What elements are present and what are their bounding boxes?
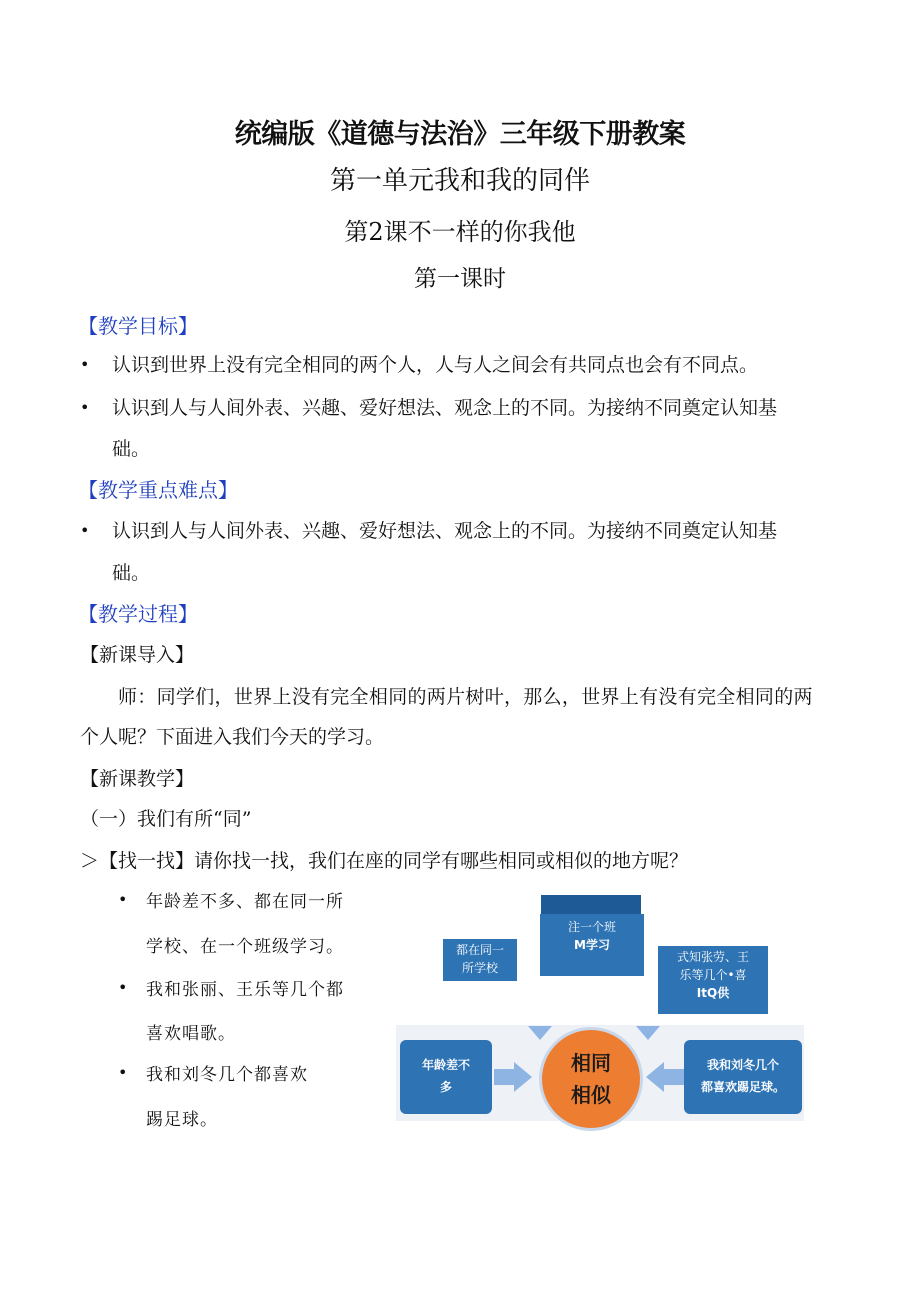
objective-item: 认识到人与人间外表、兴趣、爱好想法、观念上的不同。为接纳不同奠定认知基 xyxy=(112,397,778,419)
part-one-heading: （一）我们有所“同” xyxy=(80,808,252,830)
bullet-marker: • xyxy=(80,398,90,417)
arrow-right-shaft xyxy=(494,1069,514,1085)
intro-text: 师：同学们，世界上没有完全相同的两片树叶，那么，世界上有没有完全相同的两 xyxy=(118,686,813,708)
similarity-item-continued: 踢足球。 xyxy=(146,1110,218,1130)
arrow-right-icon xyxy=(514,1062,532,1092)
similarity-item: 年龄差不多、都在同一所 xyxy=(146,892,344,912)
box-age xyxy=(400,1040,492,1114)
center-text: 相同 xyxy=(571,1051,611,1075)
box-text: ItQ供 xyxy=(696,986,730,1000)
box-football xyxy=(684,1040,802,1114)
arrow-down-icon xyxy=(636,1026,660,1040)
bullet-marker: • xyxy=(118,1063,128,1082)
similarity-item-continued: 喜欢唱歌。 xyxy=(146,1024,236,1044)
box-text: 我和刘冬几个 xyxy=(706,1058,779,1072)
bullet-marker: • xyxy=(80,355,90,374)
box-text: M学习 xyxy=(574,938,610,952)
key-points-heading: 【教学重点难点】 xyxy=(78,478,238,502)
center-similar-circle xyxy=(539,1027,643,1131)
arrow-left-shaft xyxy=(664,1069,684,1085)
box-singing xyxy=(658,946,768,1014)
box-same-school xyxy=(443,939,517,981)
box-text: 注一个班 xyxy=(567,920,616,934)
key-point-item: 认识到人与人间外表、兴趣、爱好想法、观念上的不同。为接纳不同奠定认知基 xyxy=(112,520,778,542)
objective-item: 认识到世界上没有完全相同的两个人，人与人之间会有共同点也会有不同点。 xyxy=(112,354,759,376)
document-title: 统编版《道德与法治》三年级下册教案 xyxy=(234,119,686,150)
lesson-title: 第2课不一样的你我他 xyxy=(344,218,576,246)
box-text: 都在同一 xyxy=(455,943,504,957)
intro-text-continued: 个人呢？下面进入我们今天的学习。 xyxy=(80,726,385,748)
box-text: 式知张劳、王 xyxy=(676,950,749,964)
box-same-class xyxy=(540,914,644,976)
objectives-heading: 【教学目标】 xyxy=(78,314,198,338)
arrow-left-icon xyxy=(646,1062,664,1092)
key-point-item-continued: 础。 xyxy=(112,562,151,584)
process-heading: 【教学过程】 xyxy=(78,602,198,626)
period-title: 第一课时 xyxy=(414,266,506,292)
similarity-item-continued: 学校、在一个班级学习。 xyxy=(146,937,344,957)
arrow-down-icon xyxy=(528,1026,552,1040)
box-text: 乐等几个•喜 xyxy=(679,968,747,982)
similarity-item: 我和刘冬几个都喜欢 xyxy=(146,1065,308,1085)
box-text: 多 xyxy=(439,1080,452,1094)
box-text: 都喜欢踢足球。 xyxy=(700,1080,785,1094)
bullet-marker: • xyxy=(80,521,90,540)
find-activity: ＞【找一找】请你找一找，我们在座的同学有哪些相同或相似的地方呢？ xyxy=(80,850,689,872)
bullet-marker: • xyxy=(118,890,128,909)
similarity-item: 我和张丽、王乐等几个都 xyxy=(146,980,344,1000)
box-text: 年龄差不 xyxy=(421,1058,470,1072)
bullet-marker: • xyxy=(118,978,128,997)
teaching-heading: 【新课教学】 xyxy=(80,768,195,790)
center-text: 相似 xyxy=(571,1083,611,1107)
objective-item-continued: 础。 xyxy=(112,438,151,460)
box-text: 所学校 xyxy=(461,961,498,975)
intro-heading: 【新课导入】 xyxy=(80,644,195,666)
unit-title: 第一单元我和我的同伴 xyxy=(329,166,590,196)
